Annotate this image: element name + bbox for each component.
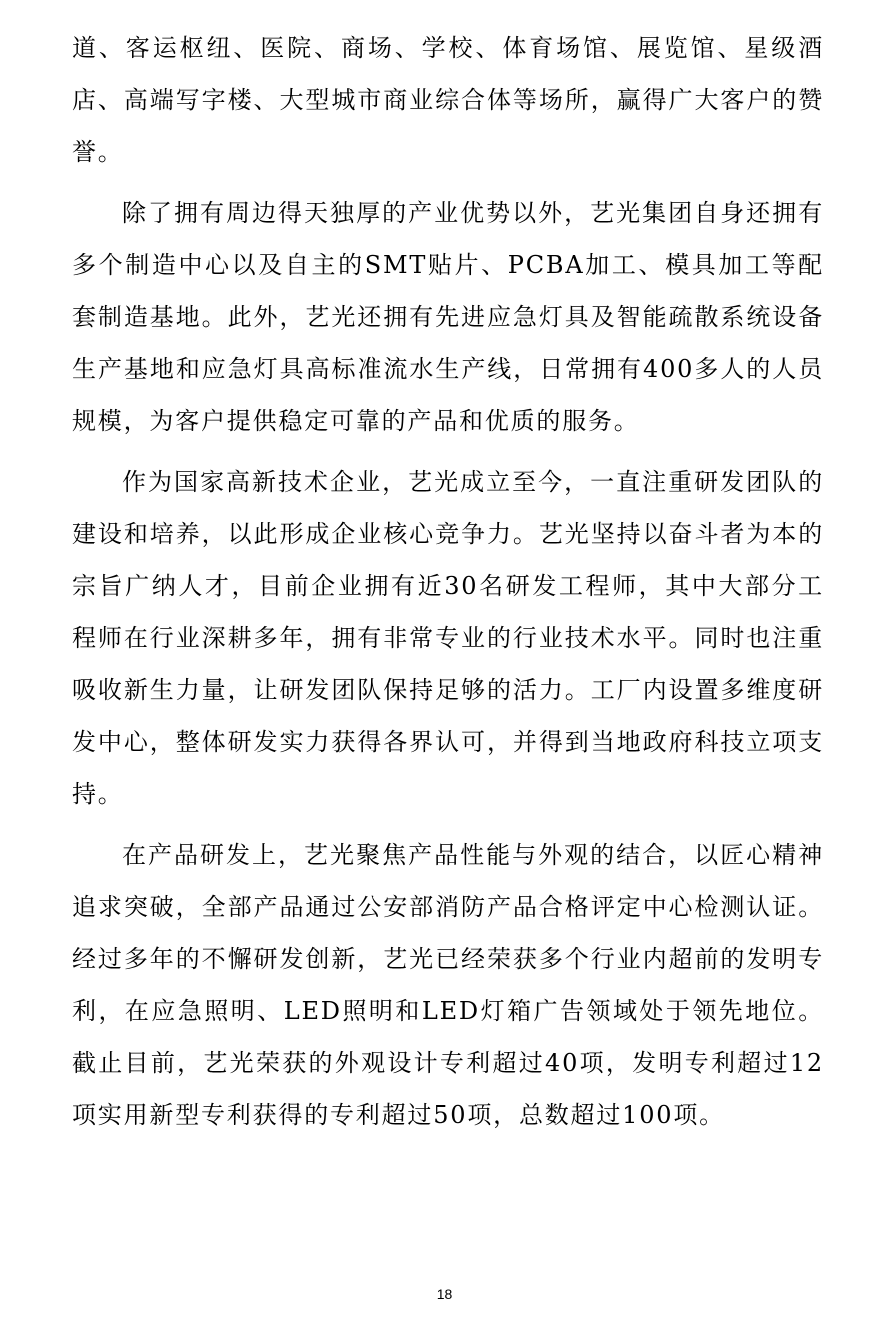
- paragraph-continuation: 道、客运枢纽、医院、商场、学校、体育场馆、展览馆、星级酒店、高端写字楼、大型城市商业综合体等场所，赢得广大客户的赞誉。: [72, 34, 824, 166]
- paragraph-rnd-team: 作为国家高新技术企业，艺光成立至今，一直注重研发团队的建设和培养，以此形成企业核心竞争力。艺光坚持以奋斗者为本的宗旨广纳人才，目前企业拥有近30名研发工程师，其中大部分工程师在行业深耕多年，拥有非常专业的行业技术水平。同时也注重吸收新生力量，让研发团队保持足够的活力。工厂内设置多维度研发中心，整体研发实力获得各界认可，并得到当地政府科技立项支持。: [72, 468, 824, 808]
- page-number: 18: [436, 1286, 453, 1302]
- paragraph-patents: 在产品研发上，艺光聚焦产品性能与外观的结合，以匠心精神追求突破，全部产品通过公安部消防产品合格评定中心检测认证。经过多年的不懈研发创新，艺光已经荣获多个行业内超前的发明专利，在应急照明、LED照明和LED灯箱广告领域处于领先地位。截止目前，艺光荣获的外观设计专利超过40项，发明专利超过12项实用新型专利获得的专利超过50项，总数超过100项。: [72, 841, 824, 1129]
- document-body: [72, 22, 824, 1141]
- paragraph-manufacturing: 除了拥有周边得天独厚的产业优势以外，艺光集团自身还拥有多个制造中心以及自主的SMT贴片、PCBA加工、模具加工等配套制造基地。此外，艺光还拥有先进应急灯具及智能疏散系统设备生产基地和应急灯具高标准流水生产线，日常拥有400多人的人员规模，为客户提供稳定可靠的产品和优质的服务。: [72, 199, 824, 435]
